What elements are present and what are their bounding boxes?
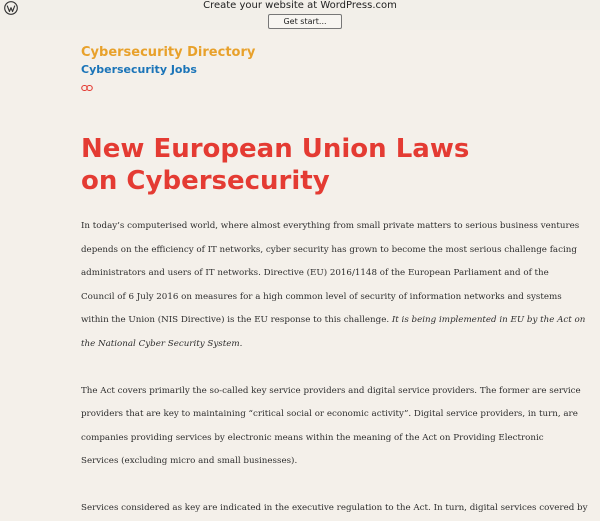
post-body	[81, 215, 588, 521]
post-title-line-2: on Cybersecurity	[81, 166, 330, 196]
paragraph-1-line-1: In today’s computerised world, where almost everything from small private matters to serious business ventures	[81, 221, 580, 231]
paragraph-1-line-5	[81, 309, 586, 333]
paragraph-1-line-3: administrators and users of IT networks. Directive (EU) 2016/1148 of the European Parliament and of the	[81, 268, 549, 278]
paragraph-2-line-2: providers that are key to maintaining “critical social or economic activity”. Digital service providers, in turn, are	[81, 409, 578, 419]
paragraph-spacer	[81, 474, 526, 498]
post-title	[81, 133, 561, 197]
paragraph-1-line-2: depends on the efficiency of IT networks, cyber security has grown to become the most serious challenge facing	[81, 244, 577, 255]
get-started-button[interactable]: Get start...	[268, 14, 342, 29]
wordpress-banner	[0, 0, 600, 30]
paragraph-1-line-5-text: within the Union (NIS Directive) is the EU response to this challenge.	[81, 315, 390, 325]
banner-text[interactable]: Create your website at WordPress.com	[203, 0, 397, 11]
link-icon[interactable]	[81, 83, 93, 93]
paragraph-1-line-4: Council of 6 July 2016 on measures for a high common level of security of information networks and systems	[81, 291, 562, 302]
paragraph-1-italic-a: It is being implemented in EU by the Act on	[391, 315, 586, 325]
site-subtitle[interactable]: Cybersecurity Jobs	[81, 63, 197, 76]
paragraph-1-line-6	[81, 333, 526, 357]
paragraph-2-line-1: The Act covers primarily the so-called key service providers and digital service providers. The former are service	[81, 385, 581, 396]
paragraph-2-line-3: companies providing services by electronic means within the meaning of the Act on Providing Electronic	[81, 432, 544, 443]
post-title-line-1: New European Union Laws	[81, 134, 470, 164]
paragraph-1-italic-b: the National Cyber Security System.	[81, 338, 243, 349]
site-title[interactable]: Cybersecurity Directory	[81, 45, 256, 60]
paragraph-spacer	[81, 356, 526, 380]
paragraph-2-line-4: Services (excluding micro and small businesses).	[81, 456, 298, 466]
paragraph-3-line-1: Services considered as key are indicated in the executive regulation to the Act. In turn, digital services covered by	[81, 503, 588, 513]
